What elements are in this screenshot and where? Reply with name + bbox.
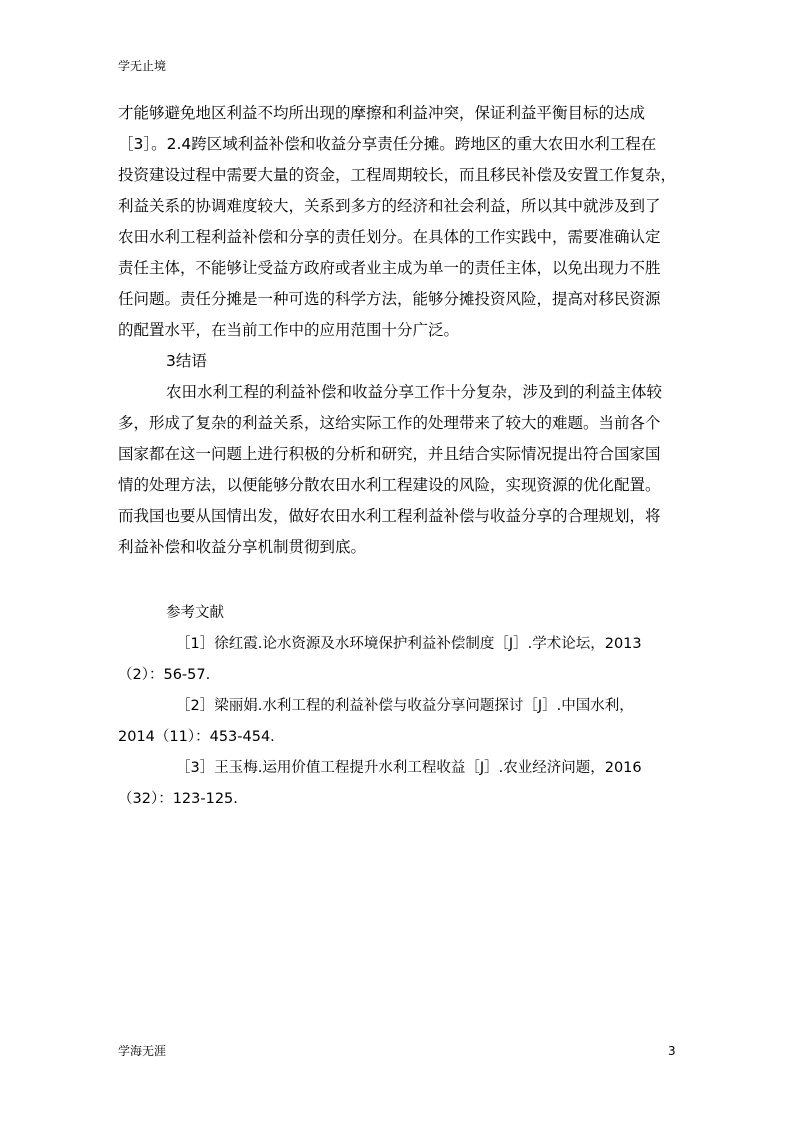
page-number: 3 [668, 1044, 676, 1058]
body-line-2: ［3］。2.4跨区域利益补偿和收益分享责任分摊。跨地区的重大农田水利工程在 [118, 135, 657, 153]
body-line-4: 利益关系的协调难度较大，关系到多方的经济和社会利益，所以其中就涉及到了 [118, 197, 661, 215]
body-line-7: 任问题。责任分摊是一种可选的科学方法，能够分摊投资风险，提高对移民资源 [118, 290, 661, 308]
reference-3-line-2: （32）：123-125. [118, 791, 238, 807]
references-title: 参考文献 [166, 605, 224, 621]
reference-3-line-1: ［3］王玉梅.运用价值工程提升水利工程收益［J］.农业经济问题，2016 [176, 760, 642, 776]
body-line-6: 责任主体，不能够让受益方政府或者业主成为单一的责任主体，以免出现力不胜 [118, 259, 661, 277]
reference-1-line-2: （2）：56-57. [118, 667, 211, 683]
reference-2-line-2: 2014（11）：453-454. [118, 729, 275, 745]
conclusion-line-4: 情的处理方法，以便能够分散农田水利工程建设的风险，实现资源的优化配置。 [118, 476, 661, 494]
page-footer: 学海无涯 [118, 1044, 167, 1058]
body-line-8: 的配置水平，在当前工作中的应用范围十分广泛。 [118, 321, 460, 339]
body-line-1: 才能够避免地区利益不均所出现的摩擦和利益冲突，保证利益平衡目标的达成 [118, 104, 646, 122]
body-line-3: 投资建设过程中需要大量的资金，工程周期较长，而且移民补偿及安置工作复杂， [118, 166, 677, 184]
conclusion-line-2: 多，形成了复杂的利益关系，这给实际工作的处理带来了较大的难题。当前各个 [118, 414, 661, 432]
conclusion-line-3: 国家都在这一问题上进行积极的分析和研究，并且结合实际情况提出符合国家国 [118, 445, 661, 463]
page-header: 学无止境 [118, 59, 167, 73]
references [118, 598, 694, 815]
body-text [118, 98, 694, 563]
reference-1-line-1: ［1］徐红霞.论水资源及水环境保护利益补偿制度［J］.学术论坛，2013 [176, 636, 642, 652]
section-heading: 3结语 [166, 352, 207, 370]
conclusion-line-1: 农田水利工程的利益补偿和收益分享工作十分复杂，涉及到的利益主体较 [166, 383, 663, 401]
conclusion-line-5: 而我国也要从国情出发，做好农田水利工程利益补偿与收益分享的合理规划，将 [118, 507, 661, 525]
conclusion-line-6: 利益补偿和收益分享机制贯彻到底。 [118, 538, 367, 556]
reference-2-line-1: ［2］梁丽娟.水利工程的利益补偿与收益分享问题探讨［J］.中国水利， [176, 698, 634, 714]
body-line-5: 农田水利工程利益补偿和分享的责任划分。在具体的工作实践中，需要准确认定 [118, 228, 661, 246]
